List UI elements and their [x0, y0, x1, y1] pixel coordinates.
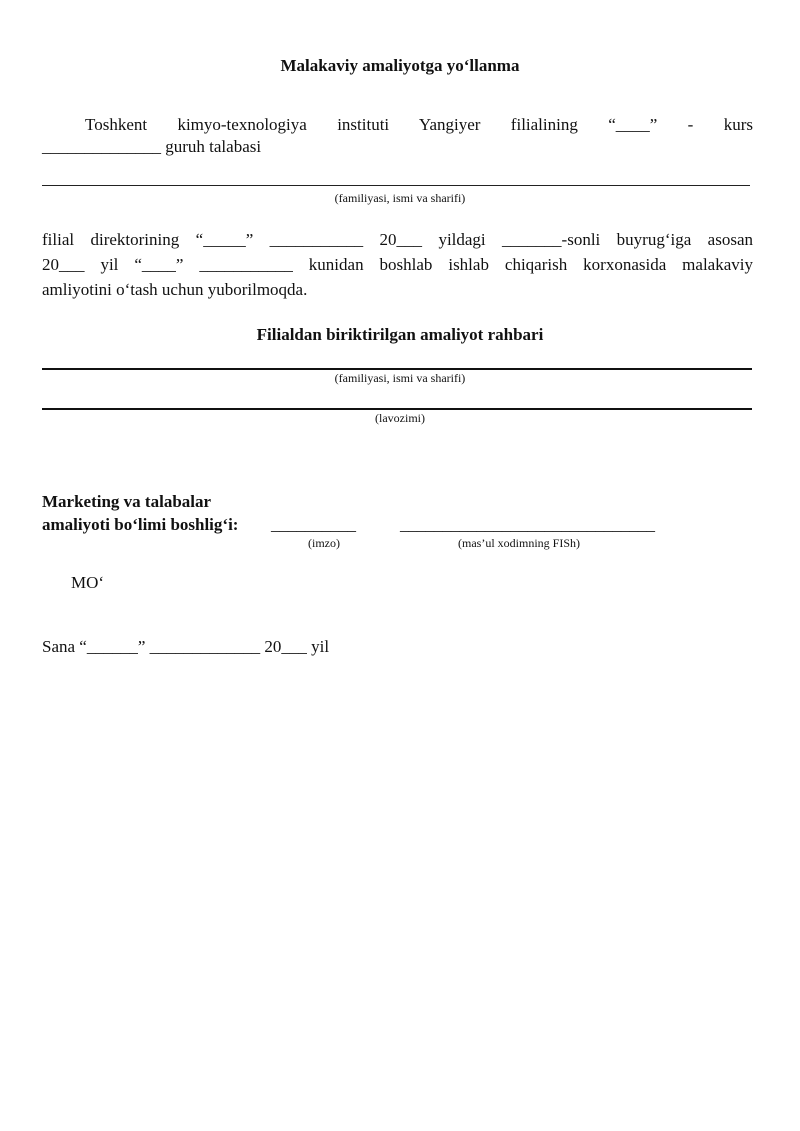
order-paragraph-line2: 20___ yil “____” ___________ kunidan boshlab ishlab chiqarish korxonasida malakaviy [42, 255, 753, 274]
order-paragraph [42, 227, 753, 302]
student-name-line [42, 185, 750, 186]
responsible-name-caption: (mas’ul xodimning FISh) [458, 536, 580, 550]
supervisor-name-caption: (familiyasi, ismi va sharifi) [334, 371, 466, 385]
supervisor-heading: Filialdan biriktirilgan amaliyot rahbari [256, 325, 544, 344]
date-line: Sana “______” _____________ 20___ yil [42, 637, 330, 656]
student-name-caption: (familiyasi, ismi va sharifi) [334, 191, 466, 205]
stamp-placeholder: MO‘ [71, 573, 105, 592]
position-caption: (lavozimi) [375, 411, 425, 425]
position-line [42, 408, 752, 410]
order-paragraph-line1: filial direktorining “_____” ___________ 20___ yildagi _______-sonli buyrug‘iga asosan [42, 230, 753, 249]
signature-caption: (imzo) [308, 536, 340, 550]
department-head-title-line1: Marketing va talabalar [42, 492, 212, 511]
supervisor-name-line [42, 368, 752, 370]
order-paragraph-line3: amliyotini o‘tash uchun yuborilmoqda. [42, 280, 308, 299]
department-head-title-line2: amaliyoti bo‘limi boshlig‘i: [42, 515, 239, 534]
intro-paragraph-line2: ______________ guruh talabasi [42, 137, 262, 156]
signature-blank: __________ [271, 515, 356, 534]
document-title: Malakaviy amaliyotga yo‘llanma [280, 56, 520, 75]
intro-paragraph-line1: Toshkent kimyo-texnologiya instituti Yangiyer filialining “____” - kurs [85, 115, 753, 134]
responsible-name-blank: ______________________________ [400, 515, 655, 534]
